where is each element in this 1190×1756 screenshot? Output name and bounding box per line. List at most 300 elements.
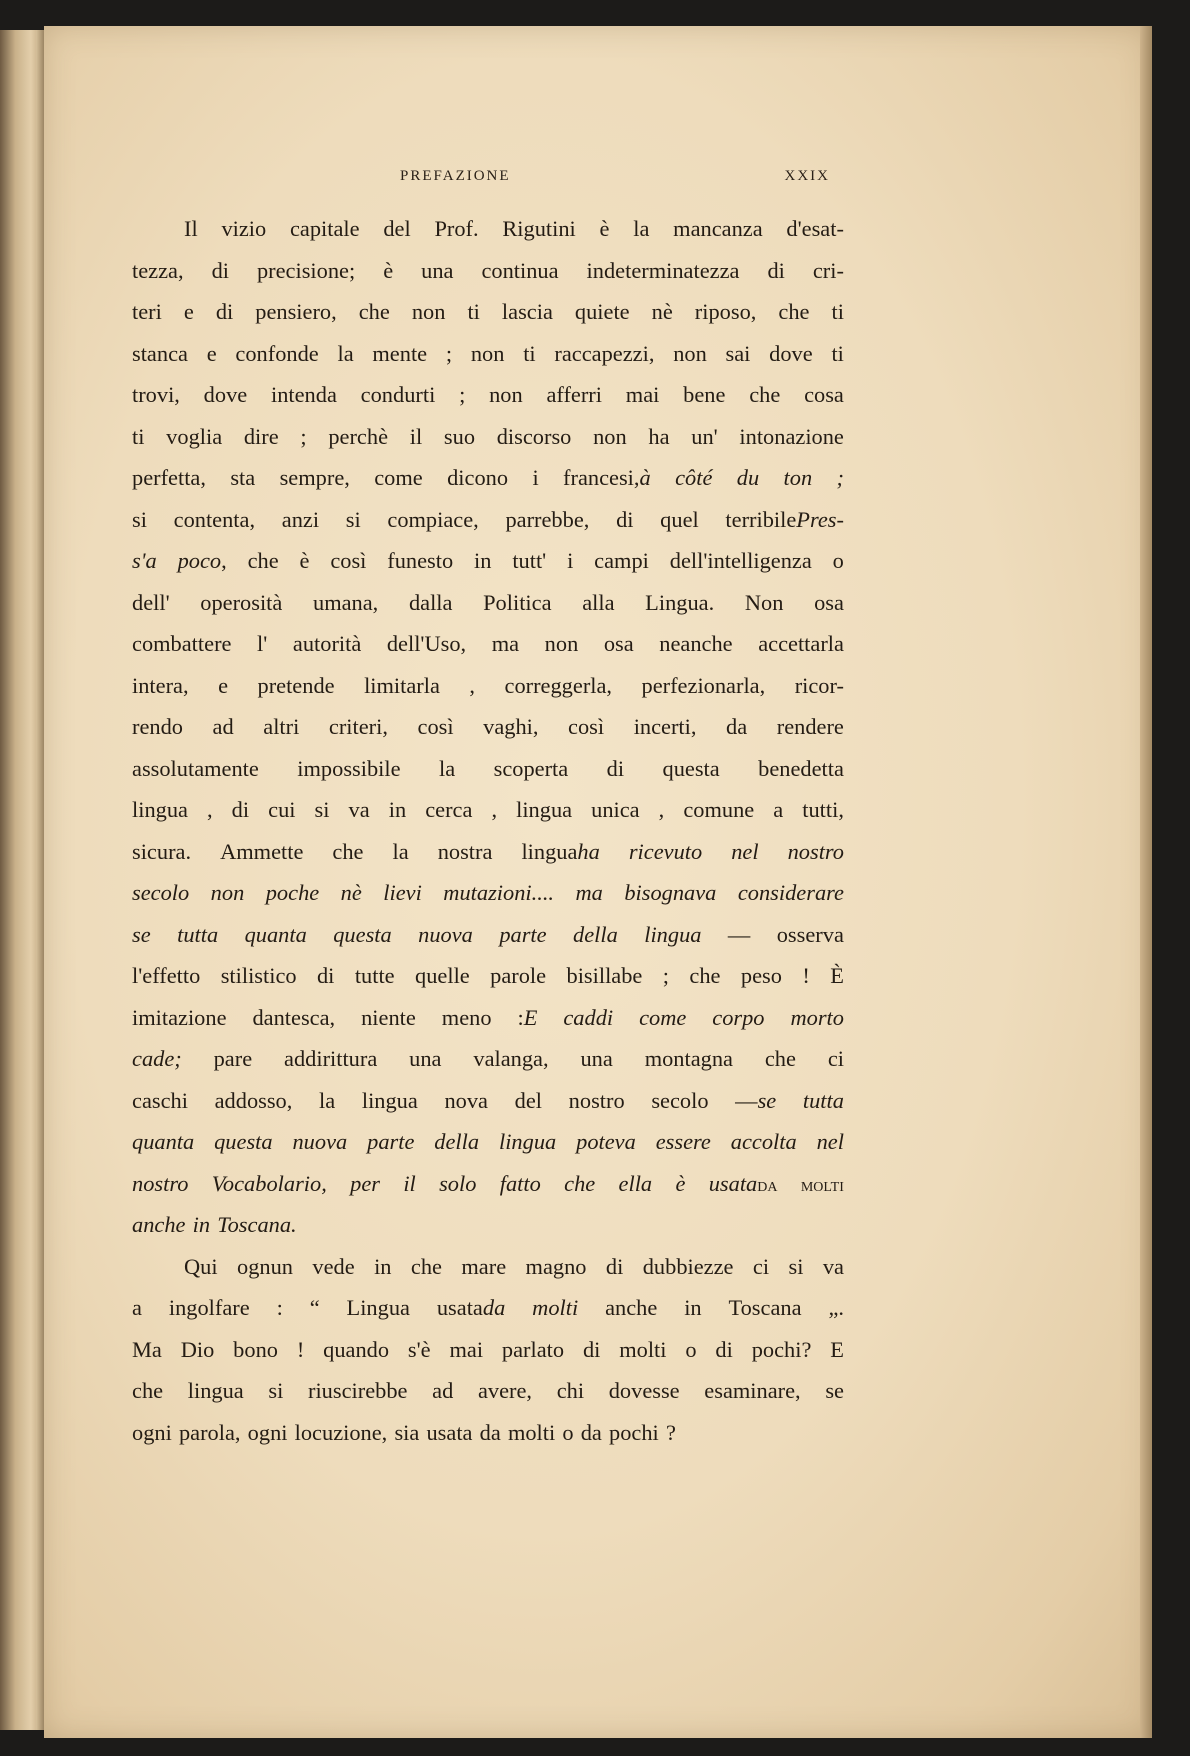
word-part: mare — [461, 1253, 507, 1279]
word — [600, 208, 610, 250]
word — [387, 499, 478, 541]
word-part: tutti, — [802, 797, 844, 822]
word-part: parola, — [178, 1419, 241, 1445]
word-part: ! — [296, 1336, 305, 1362]
word-part: ti — [523, 340, 536, 366]
word-part: la — [392, 838, 409, 864]
word-part: di — [616, 506, 634, 532]
word-part: parrebbe, — [505, 506, 590, 532]
word — [523, 333, 535, 375]
text-line — [132, 1287, 844, 1329]
word — [749, 374, 780, 416]
word-part: E — [523, 1004, 538, 1030]
word — [728, 914, 750, 956]
word — [350, 1163, 380, 1205]
text-line — [132, 831, 844, 873]
word-part: voglia — [166, 423, 223, 449]
word — [663, 748, 720, 790]
word — [753, 1246, 769, 1288]
word — [644, 914, 701, 956]
text-line — [132, 1370, 844, 1412]
word-part: anche — [605, 1295, 658, 1320]
word-part: il — [403, 1170, 416, 1196]
word — [263, 706, 299, 748]
word — [132, 1370, 163, 1412]
word — [777, 706, 844, 748]
word — [300, 416, 306, 458]
word — [502, 291, 553, 333]
word-part: la — [319, 1087, 336, 1113]
word-part: un' — [691, 423, 718, 449]
word-part: — — [727, 921, 751, 947]
word — [481, 250, 558, 292]
word — [403, 1163, 415, 1205]
word — [516, 789, 572, 831]
word — [252, 997, 335, 1039]
word-part: È — [830, 963, 844, 988]
text-line — [132, 540, 844, 582]
word — [439, 1163, 476, 1205]
word — [745, 582, 784, 624]
word-part: solo — [439, 1170, 477, 1196]
word — [837, 457, 844, 499]
word — [446, 333, 452, 375]
word — [795, 665, 844, 707]
word-part: nostra — [437, 838, 493, 864]
word-part: osa — [603, 631, 634, 656]
word-part: ad — [212, 714, 234, 739]
word — [758, 623, 844, 665]
word-part: ci — [827, 1046, 844, 1071]
word — [132, 250, 184, 292]
word-part: e — [183, 299, 194, 324]
word-part: lingua — [521, 838, 578, 864]
word — [132, 955, 200, 997]
word — [132, 1080, 188, 1122]
text-line — [132, 1163, 844, 1205]
word — [659, 789, 665, 831]
word — [557, 1370, 584, 1412]
word-part: lingua — [516, 797, 573, 822]
word — [828, 1287, 844, 1329]
text-line — [132, 374, 844, 416]
word-part: addirittura — [284, 1046, 378, 1071]
word-part: dell'intelligenza — [669, 548, 812, 573]
word-part: molti — [619, 1336, 667, 1362]
word-part: di — [231, 797, 250, 822]
word-part: della — [573, 921, 618, 947]
word — [767, 250, 784, 292]
word — [505, 499, 589, 541]
word — [132, 872, 189, 914]
word-part: considerare — [737, 880, 844, 905]
word-part: riposo, — [694, 299, 757, 324]
word — [425, 789, 472, 831]
word — [629, 831, 702, 873]
word — [512, 540, 546, 582]
word — [266, 872, 319, 914]
word-part: in — [474, 548, 492, 573]
word — [801, 1163, 844, 1205]
text-line — [132, 914, 844, 956]
word-part: ad — [432, 1378, 454, 1403]
word — [804, 374, 844, 416]
word — [248, 540, 279, 582]
word-part: va — [348, 797, 370, 822]
word-part: anche — [132, 1212, 186, 1237]
word — [823, 1246, 844, 1288]
word-part: parte — [367, 1129, 415, 1154]
word-part: niente — [361, 1004, 416, 1030]
word-part: ; — [300, 423, 307, 449]
word — [439, 748, 455, 790]
word-part: Lingua. — [645, 589, 715, 615]
word-part: altri — [263, 714, 300, 739]
word — [741, 955, 782, 997]
word — [177, 914, 218, 956]
word — [659, 623, 732, 665]
word-part: morto — [790, 1004, 844, 1030]
word-part: imitazione — [132, 1004, 227, 1030]
word-part: quanta — [132, 1129, 195, 1154]
word-part: limitarla — [364, 672, 440, 698]
word-part: poteva — [576, 1129, 636, 1154]
word — [308, 1370, 407, 1412]
text-line — [132, 706, 844, 748]
text-line — [132, 250, 844, 292]
word — [132, 1121, 194, 1163]
word-part: magno — [525, 1253, 587, 1279]
word-part: mai — [449, 1336, 484, 1362]
word-part: quelle — [415, 963, 470, 988]
word — [333, 914, 391, 956]
word — [245, 914, 307, 956]
word — [643, 1246, 734, 1288]
word-part: combattere — [132, 631, 232, 656]
word-part: essere — [655, 1129, 711, 1154]
word-part: impossibile — [297, 755, 401, 781]
word-part: si — [788, 1253, 804, 1279]
text-line — [132, 416, 844, 458]
word — [729, 1287, 802, 1329]
word-part: peso — [740, 963, 782, 988]
word — [802, 789, 844, 831]
word-part: tutte — [354, 963, 395, 988]
word-part: côté — [675, 465, 713, 490]
word-part: locuzione, — [294, 1419, 388, 1445]
word-part: caschi — [132, 1087, 188, 1113]
word-part: cri- — [812, 257, 844, 283]
word-part: lascia — [501, 299, 553, 324]
word-part: come — [639, 1004, 687, 1030]
word — [619, 1329, 666, 1371]
word — [235, 333, 318, 375]
word — [268, 789, 295, 831]
word-part: poche — [265, 880, 320, 905]
word — [409, 1038, 441, 1080]
word — [639, 997, 686, 1039]
word-part: cade; — [132, 1046, 182, 1071]
word-part: funesto — [387, 548, 454, 573]
word — [580, 1038, 612, 1080]
text-line — [132, 1329, 844, 1371]
word-part: l' — [257, 631, 268, 656]
word — [372, 333, 427, 375]
word — [788, 831, 844, 873]
word — [364, 665, 440, 707]
word — [132, 1329, 162, 1371]
word-part: stilistico — [220, 963, 297, 988]
word — [169, 1287, 250, 1329]
word-part: secolo — [651, 1087, 709, 1113]
text-line — [132, 748, 844, 790]
word-part: questa — [333, 921, 392, 947]
word-part: osserva — [776, 921, 844, 947]
word — [447, 457, 508, 499]
word-part: raccapezzi, — [554, 340, 655, 366]
word — [725, 499, 844, 541]
word — [564, 1163, 595, 1205]
word — [670, 540, 812, 582]
word — [387, 540, 453, 582]
word — [132, 1163, 188, 1205]
word-part: in — [684, 1295, 702, 1320]
word-part: di — [605, 1253, 624, 1279]
word-part: caddi — [563, 1004, 614, 1030]
word-part: parte — [499, 921, 547, 947]
word-part: nostro — [568, 1087, 625, 1113]
word — [393, 831, 409, 873]
word-part: stanca — [132, 340, 188, 366]
word — [218, 665, 228, 707]
word-part: anzi — [281, 506, 320, 532]
word — [587, 250, 740, 292]
word — [230, 457, 255, 499]
word-part: quando — [323, 1336, 390, 1362]
word-part: come — [374, 465, 423, 490]
word-part: secolo — [132, 880, 190, 905]
word — [282, 499, 319, 541]
word — [517, 997, 537, 1039]
word-part: in — [192, 1212, 211, 1237]
text-line — [132, 997, 844, 1039]
word-part: da — [726, 714, 748, 739]
word — [777, 914, 844, 956]
word-part: Pres- — [796, 506, 844, 532]
word-part: ti — [831, 340, 844, 366]
word-part: ; — [662, 963, 670, 988]
body-text — [132, 208, 844, 1453]
word-part: che — [410, 1253, 442, 1279]
word-part: quanta — [244, 921, 307, 947]
word — [290, 208, 360, 250]
word — [310, 1287, 320, 1329]
word — [583, 1329, 600, 1371]
word-part: cosa — [804, 382, 844, 407]
word — [576, 1121, 636, 1163]
word-part: vizio — [221, 216, 267, 241]
word-part: usata — [708, 1170, 758, 1196]
word — [132, 291, 162, 333]
word — [616, 499, 633, 541]
word — [784, 457, 813, 499]
word — [726, 333, 751, 375]
word-part: ella — [618, 1170, 653, 1196]
word-part: i — [532, 465, 539, 490]
word-part: dove — [769, 340, 813, 366]
word-part: mancanza — [673, 216, 763, 241]
word-part: che — [764, 1046, 796, 1071]
word — [374, 1246, 391, 1288]
word-part: : — [517, 1004, 524, 1030]
word-part: a — [132, 1295, 142, 1320]
word — [346, 499, 361, 541]
word — [673, 333, 707, 375]
word — [645, 1038, 733, 1080]
word-part: della — [434, 1129, 480, 1154]
word-part: discorso — [496, 423, 572, 449]
word-part: non — [673, 340, 707, 366]
word-part: di — [606, 755, 625, 781]
word — [684, 1287, 701, 1329]
word-part: mente — [372, 340, 428, 366]
word-part: lingua — [187, 1378, 244, 1403]
word-part: dire — [243, 423, 279, 449]
word — [582, 582, 614, 624]
text-line — [132, 582, 844, 624]
word-part: è — [675, 1170, 686, 1196]
word — [831, 333, 843, 375]
word-part: Toscana. — [217, 1212, 297, 1237]
word — [546, 374, 602, 416]
word — [442, 997, 492, 1039]
word — [573, 914, 618, 956]
word-part: la — [439, 755, 456, 781]
word — [233, 1329, 278, 1371]
word-part: dove — [203, 382, 248, 407]
word-part: valanga, — [473, 1046, 549, 1071]
word-part: per — [350, 1170, 380, 1196]
word — [606, 1246, 623, 1288]
word-part: non — [470, 340, 505, 366]
word — [132, 914, 151, 956]
word-part: , — [469, 672, 476, 698]
text-line — [132, 1038, 844, 1080]
word-part: — — [735, 1087, 758, 1113]
word — [569, 1080, 625, 1122]
word-part: è — [599, 216, 610, 241]
word — [132, 374, 180, 416]
word — [752, 1329, 812, 1371]
word-part: trovi, — [132, 382, 180, 407]
word — [297, 748, 400, 790]
word — [383, 250, 393, 292]
word-part: lingua — [644, 921, 702, 947]
word — [374, 457, 423, 499]
word-part: da — [757, 1173, 778, 1196]
word — [731, 831, 758, 873]
word — [831, 291, 843, 333]
word-part: autorità — [292, 631, 362, 656]
word — [317, 955, 334, 997]
text-line — [132, 955, 844, 997]
word-part: s'a — [132, 548, 157, 573]
word-part: terribile — [725, 506, 797, 532]
word-part: accolta — [730, 1129, 797, 1154]
word — [813, 250, 844, 292]
word-part: una — [580, 1046, 613, 1071]
word — [712, 997, 764, 1039]
word — [387, 623, 466, 665]
word — [232, 789, 249, 831]
word-part: E — [830, 1336, 844, 1362]
word — [220, 831, 303, 873]
word — [581, 1412, 602, 1454]
word — [626, 374, 660, 416]
word — [499, 914, 546, 956]
word-part: comune — [683, 797, 755, 822]
word — [508, 1412, 555, 1454]
word — [683, 374, 725, 416]
word-part: lievi — [383, 880, 422, 905]
word — [563, 997, 613, 1039]
word-part: precisione; — [256, 257, 356, 283]
word — [802, 955, 809, 997]
word — [383, 208, 410, 250]
word-part: perchè — [328, 423, 389, 449]
word — [642, 665, 766, 707]
word — [184, 291, 194, 333]
page-number: XXIX — [784, 168, 830, 184]
word — [568, 706, 604, 748]
word — [715, 1329, 732, 1371]
word-part: ma — [491, 631, 520, 656]
running-title: PREFAZIONE — [400, 168, 511, 184]
text-line — [132, 665, 844, 707]
word-part: tutta — [177, 921, 219, 947]
word-part: una — [421, 257, 454, 283]
word — [666, 1412, 676, 1454]
word-part: ; — [836, 465, 844, 490]
word — [295, 1412, 388, 1454]
word-part: „. — [828, 1295, 844, 1320]
word — [619, 1163, 653, 1205]
word-part: da — [482, 1295, 506, 1320]
word — [315, 789, 330, 831]
word — [825, 1370, 844, 1412]
word — [491, 789, 497, 831]
word — [803, 1080, 844, 1122]
word-part: riuscirebbe — [308, 1378, 408, 1403]
word-part: nova — [444, 1087, 488, 1113]
text-line — [132, 1246, 844, 1288]
word — [257, 623, 267, 665]
word — [624, 872, 716, 914]
running-header — [400, 168, 840, 192]
word — [166, 416, 222, 458]
word — [213, 706, 234, 748]
word — [244, 416, 279, 458]
word — [563, 457, 651, 499]
word — [132, 706, 183, 748]
word — [221, 955, 297, 997]
word — [483, 582, 551, 624]
word — [421, 250, 453, 292]
word-part: avere, — [477, 1378, 533, 1403]
word — [634, 706, 697, 748]
word-part: ricevuto — [628, 838, 703, 864]
text-line — [132, 789, 844, 831]
